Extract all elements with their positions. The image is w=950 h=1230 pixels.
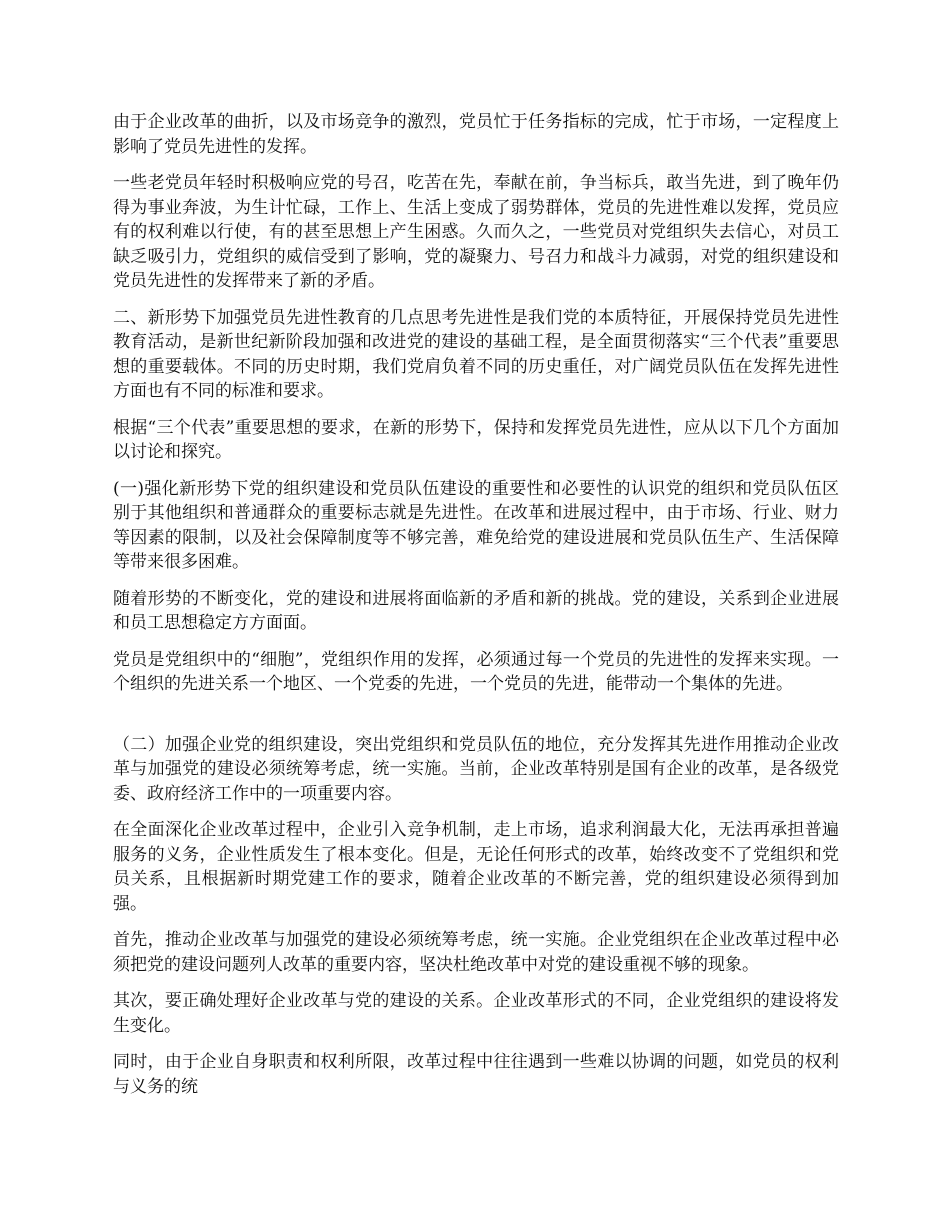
paragraph: 一些老党员年轻时积极响应党的号召，吃苦在先，奉献在前，争当标兵，敢当先进，到了晚年仍得为事业奔波，为生计忙碌，工作上、生活上变成了弱势群体，党员的先进性难以发挥，党员应有的权利难以行使，有的甚至思想上产生困惑。久而久之，一些党员对党组织失去信心，对员工缺乏吸引力，党组织的威信受到了影响，党的凝聚力、号召力和战斗力减弱，对党的组织建设和党员先进性的发挥带来了新的矛盾。 — [113, 173, 839, 291]
paragraph: 由于企业改革的曲折，以及市场竞争的激烈，党员忙于任务指标的完成，忙于市场，一定程度上影响了党员先进性的发挥。 — [113, 112, 839, 157]
paragraph: 党员是党组织中的“细胞”，党组织作用的发挥，必须通过每一个党员的先进性的发挥来实现。一个组织的先进关系一个地区、一个党委的先进，一个党员的先进，能带动一个集体的先进。 — [113, 649, 839, 694]
paragraph: 同时，由于企业自身职责和权利所限，改革过程中往往遇到一些难以协调的问题，如党员的权利与义务的统 — [113, 1052, 839, 1097]
paragraph: （二）加强企业党的组织建设，突出党组织和党员队伍的地位，充分发挥其先进作用推动企业改革与加强党的建设必须统筹考虑，统一实施。当前，企业改革特别是国有企业的改革，是各级党委、政府经济工作中的一项重要内容。 — [113, 734, 839, 804]
paragraph: (一)强化新形势下党的组织建设和党员队伍建设的重要性和必要性的认识党的组织和党员队伍区别于其他组织和普通群众的重要标志就是先进性。在改革和进展过程中，由于市场、行业、财力等因素的限制，以及社会保障制度等不够完善，难免给党的建设进展和党员队伍生产、生活保障等带来很多困难。 — [113, 478, 839, 572]
paragraph: 根据“三个代表”重要思想的要求，在新的形势下，保持和发挥党员先进性，应从以下几个方面加以讨论和探究。 — [113, 417, 839, 462]
paragraph: 首先，推动企业改革与加强党的建设必须统筹考虑，统一实施。企业党组织在企业改革过程中必须把党的建设问题列人改革的重要内容，坚决杜绝改革中对党的建设重视不够的现象。 — [113, 930, 839, 975]
paragraph: 随着形势的不断变化，党的建设和进展将面临新的矛盾和新的挑战。党的建设，关系到企业进展和员工思想稳定方方面面。 — [113, 588, 839, 633]
paragraph: 二、新形势下加强党员先进性教育的几点思考先进性是我们党的本质特征，开展保持党员先进性教育活动，是新世纪新阶段加强和改进党的建设的基础工程，是全面贯彻落实“三个代表”重要思想的重要载体。不同的历史时期，我们党肩负着不同的历史重任，对广阔党员队伍在发挥先进性方面也有不同的标准和要求。 — [113, 307, 839, 401]
paragraph: 其次，要正确处理好企业改革与党的建设的关系。企业改革形式的不同，企业党组织的建设将发生变化。 — [113, 991, 839, 1036]
paragraph: 在全面深化企业改革过程中，企业引入竞争机制，走上市场，追求利润最大化，无法再承担普遍服务的义务，企业性质发生了根本变化。但是，无论任何形式的改革，始终改变不了党组织和党员关系，且根据新时期党建工作的要求，随着企业改革的不断完善，党的组织建设必须得到加强。 — [113, 820, 839, 914]
document-page — [113, 110, 839, 1111]
